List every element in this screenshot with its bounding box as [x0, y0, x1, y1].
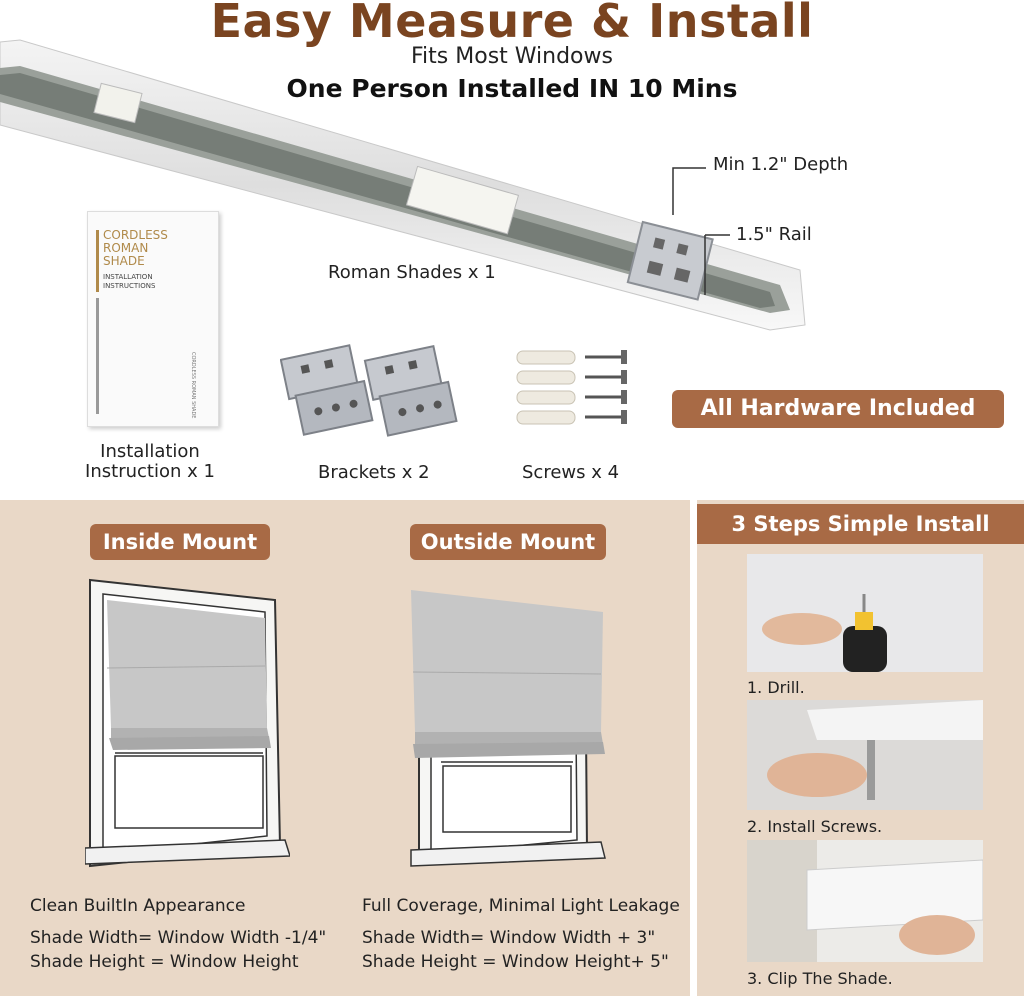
brackets-illustration	[280, 330, 460, 440]
inside-mount-caption: Clean BuiltIn Appearance	[30, 896, 246, 916]
step1-label: 1. Drill.	[747, 678, 805, 697]
step3-photo	[747, 840, 983, 962]
step2-photo	[747, 700, 983, 810]
rail-size-label: 1.5" Rail	[736, 224, 812, 245]
hardware-included-badge: All Hardware Included	[672, 390, 1004, 428]
inside-mount-illustration	[85, 578, 290, 870]
instruction-label: Installation Instruction x 1	[85, 441, 215, 482]
outside-mount-width-formula: Shade Width= Window Width + 3"	[362, 928, 656, 948]
instruction-booklet: CORDLESS ROMAN SHADE INSTALLATION INSTRUCTIONS CORDLESS ROMAN SHADE	[87, 211, 219, 427]
page-title: Easy Measure & Install	[210, 0, 814, 48]
depth-label: Min 1.2" Depth	[713, 154, 849, 175]
page-tagline: One Person Installed IN 10 Mins	[286, 74, 738, 103]
install-steps-title: 3 Steps Simple Install	[697, 504, 1024, 544]
step2-label: 2. Install Screws.	[747, 817, 883, 836]
brackets-label: Brackets x 2	[318, 462, 430, 483]
outside-mount-caption: Full Coverage, Minimal Light Leakage	[362, 896, 680, 916]
booklet-spine: CORDLESS ROMAN SHADE	[190, 352, 196, 419]
screws-illustration	[515, 345, 630, 435]
booklet-title: CORDLESS ROMAN SHADE	[103, 228, 168, 268]
screws-label: Screws x 4	[522, 462, 620, 483]
outside-mount-height-formula: Shade Height = Window Height+ 5"	[362, 952, 669, 972]
inside-mount-width-formula: Shade Width= Window Width -1/4"	[30, 928, 327, 948]
outside-mount-title: Outside Mount	[410, 524, 606, 560]
inside-mount-height-formula: Shade Height = Window Height	[30, 952, 299, 972]
step3-label: 3. Clip The Shade.	[747, 969, 893, 988]
roman-shade-label: Roman Shades x 1	[328, 262, 496, 283]
step1-photo	[747, 554, 983, 672]
outside-mount-illustration	[405, 582, 610, 872]
inside-mount-title: Inside Mount	[90, 524, 270, 560]
page-subtitle: Fits Most Windows	[411, 44, 613, 69]
